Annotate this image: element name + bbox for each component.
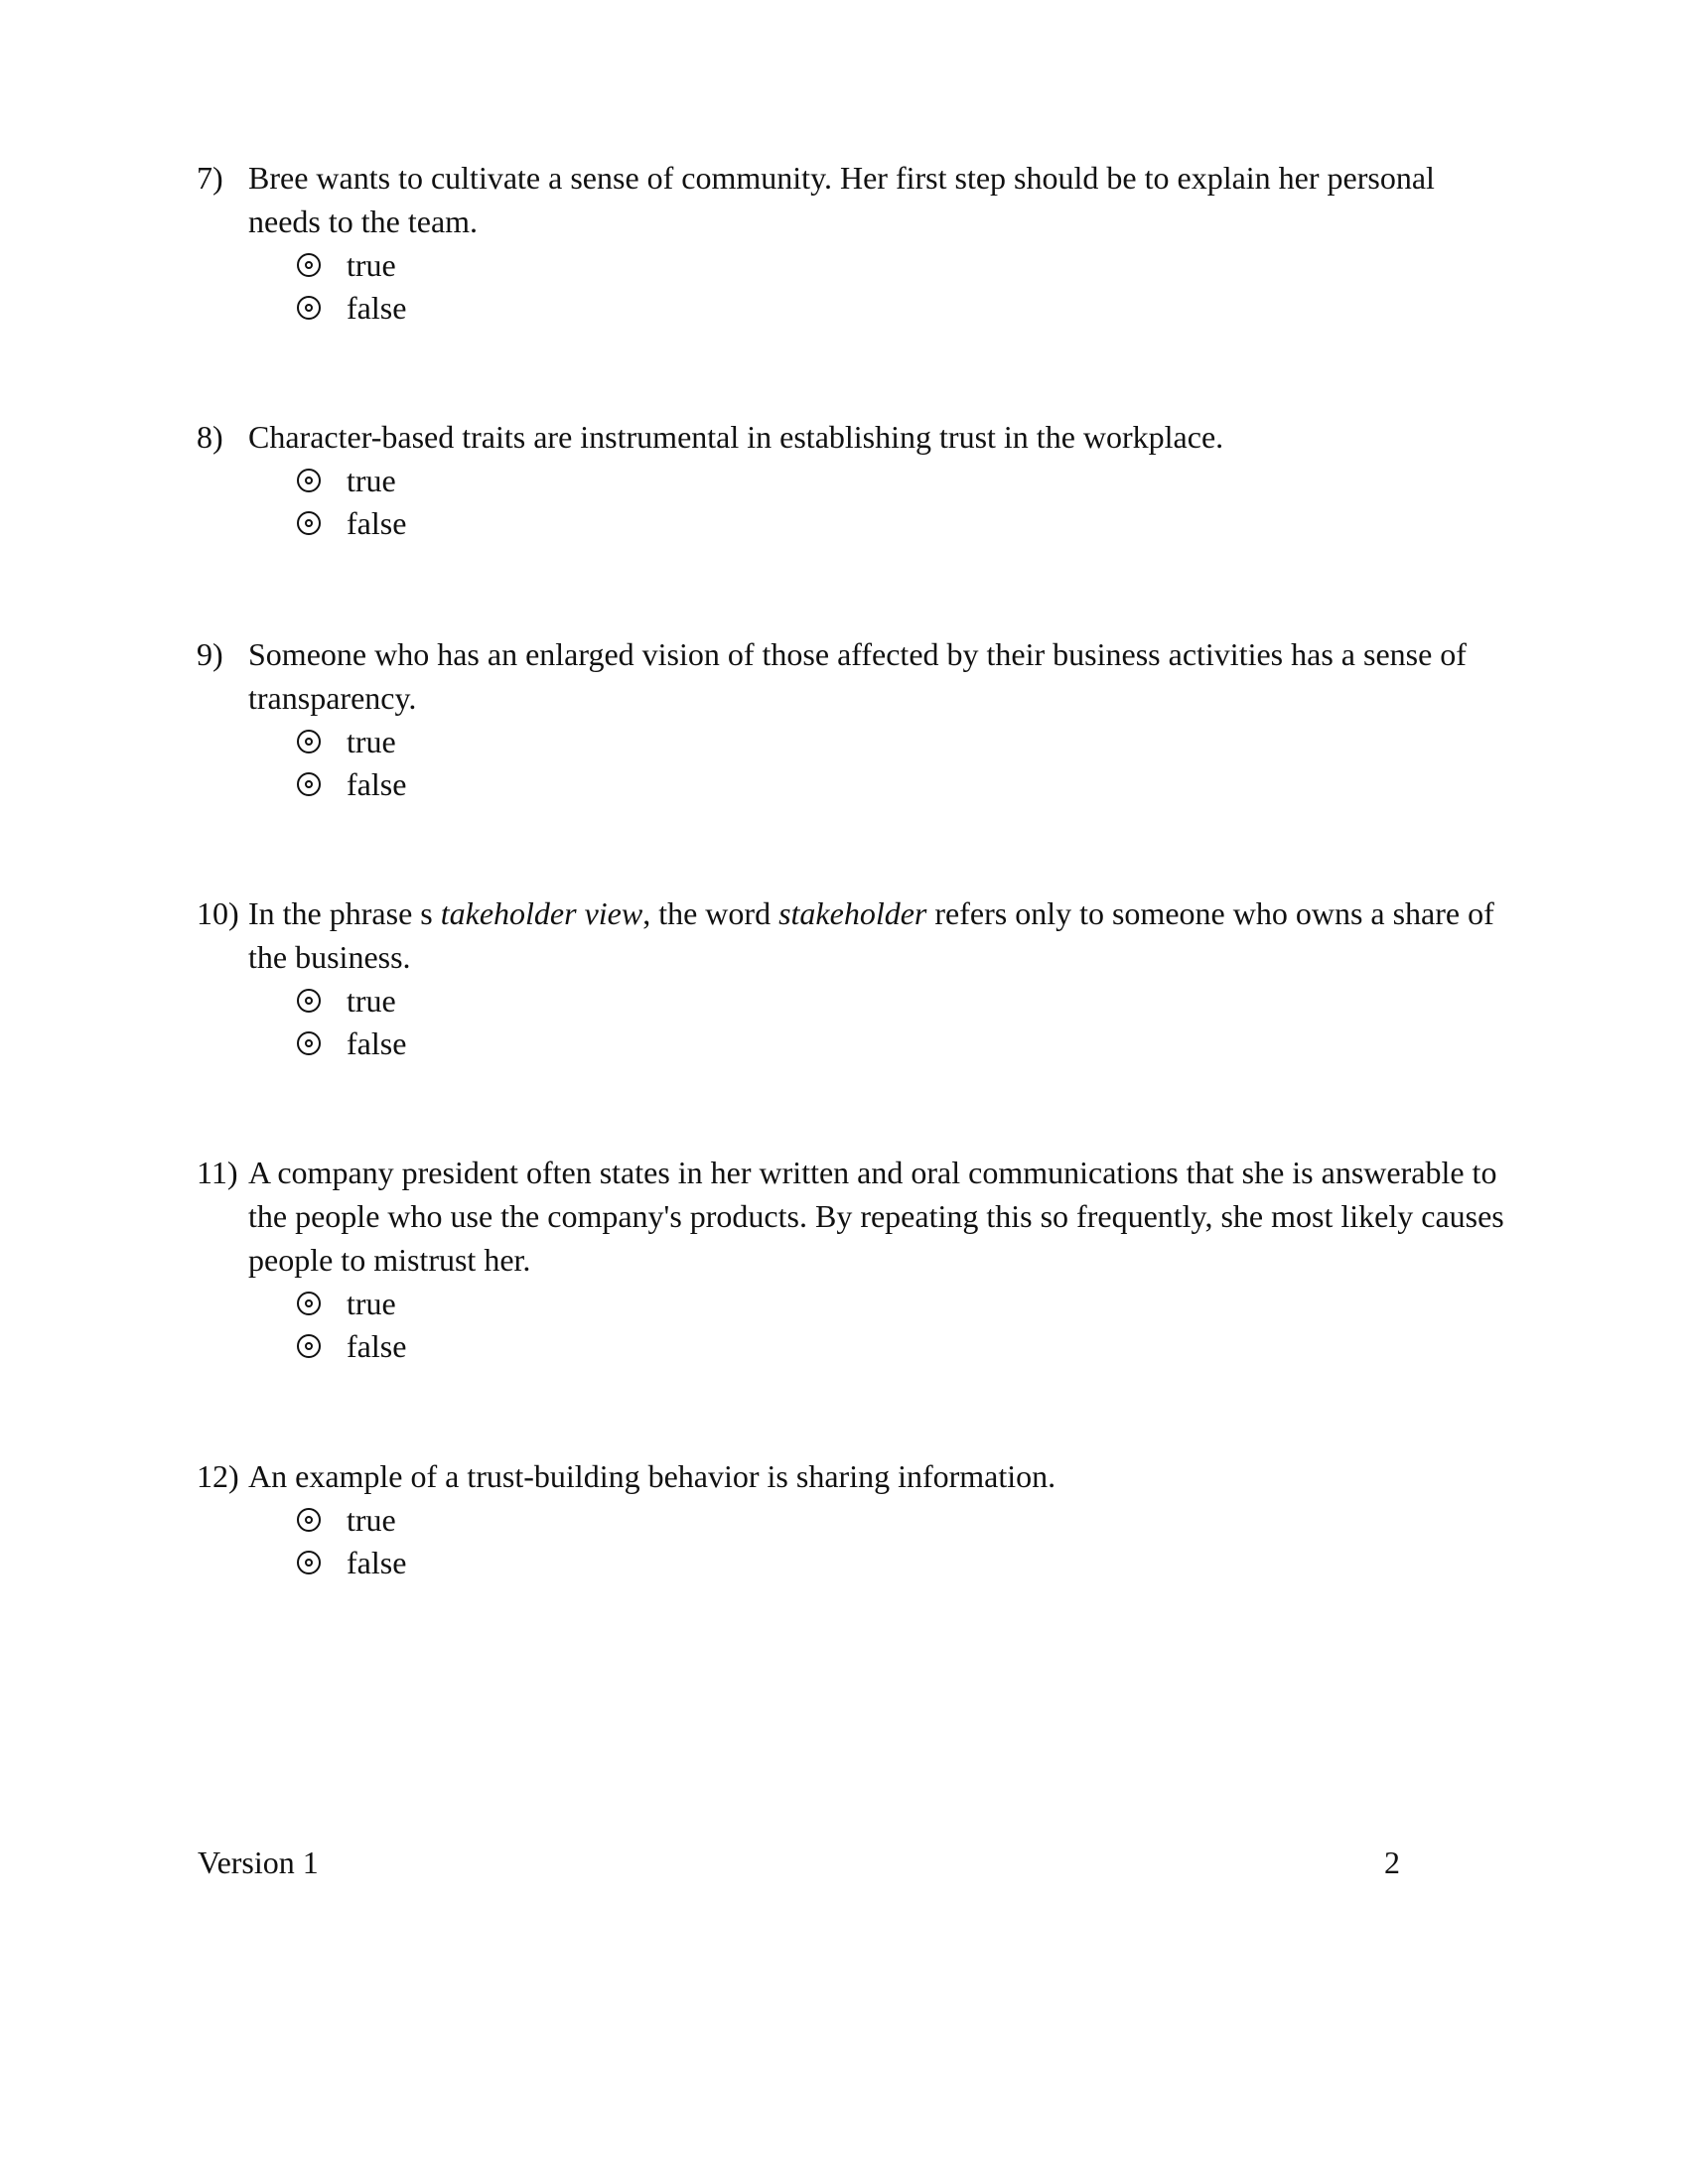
question-11 xyxy=(197,1151,1507,1367)
question-10 xyxy=(197,891,1507,1064)
question-text: Someone who has an enlarged vision of those affected by their business activities has a sense of transparency. xyxy=(248,636,1467,716)
option-label: false xyxy=(347,504,407,541)
option-true[interactable] xyxy=(297,720,1507,762)
question-text: A company president often states in her written and oral communications that she is answerable to the people who use the company's products. By repeating this so frequently, she most likely causes people to mistrust her. xyxy=(248,1155,1504,1278)
radio-button-icon[interactable] xyxy=(297,730,321,753)
answer-options xyxy=(297,1498,1507,1583)
question-text-part: refers only to someone who owns a share of the business. xyxy=(248,895,1494,975)
radio-button-icon[interactable] xyxy=(297,989,321,1013)
option-false[interactable] xyxy=(297,762,1507,805)
question-number: 12) xyxy=(197,1458,239,1494)
option-false[interactable] xyxy=(297,286,1507,329)
option-true[interactable] xyxy=(297,243,1507,286)
question-number: 11) xyxy=(197,1155,238,1190)
question-number: 9) xyxy=(197,636,223,672)
question-text: An example of a trust-building behavior is sharing information. xyxy=(248,1458,1056,1494)
option-false[interactable] xyxy=(297,1324,1507,1367)
question-9 xyxy=(197,632,1507,805)
question-number: 8) xyxy=(197,419,223,455)
option-false[interactable] xyxy=(297,1022,1507,1064)
option-false[interactable] xyxy=(297,1541,1507,1583)
option-label: true xyxy=(347,462,396,498)
question-text: Bree wants to cultivate a sense of community. Her first step should be to explain her personal needs to the team. xyxy=(248,160,1435,239)
radio-button-icon[interactable] xyxy=(297,772,321,796)
option-true[interactable] xyxy=(297,979,1507,1022)
radio-button-icon[interactable] xyxy=(297,1334,321,1358)
question-number: 7) xyxy=(197,160,223,196)
footer-page-number: 2 xyxy=(1384,1844,1400,1880)
question-text: Character-based traits are instrumental in establishing trust in the workplace. xyxy=(248,419,1224,455)
radio-button-icon[interactable] xyxy=(297,253,321,277)
question-12 xyxy=(197,1454,1507,1583)
option-true[interactable] xyxy=(297,1282,1507,1324)
option-label: false xyxy=(347,765,407,802)
question-text-emphasis: takeholder view xyxy=(440,895,643,931)
answer-options xyxy=(297,243,1507,329)
question-number: 10) xyxy=(197,895,239,931)
radio-button-icon[interactable] xyxy=(297,511,321,535)
option-label: true xyxy=(347,982,396,1019)
question-text-emphasis: stakeholder xyxy=(778,895,927,931)
option-true[interactable] xyxy=(297,1498,1507,1541)
radio-button-icon[interactable] xyxy=(297,1292,321,1315)
radio-button-icon[interactable] xyxy=(297,469,321,492)
option-label: true xyxy=(347,1501,396,1538)
radio-button-icon[interactable] xyxy=(297,1031,321,1055)
answer-options xyxy=(297,720,1507,805)
question-text-part: In the phrase s xyxy=(248,895,441,931)
option-false[interactable] xyxy=(297,501,1507,544)
option-label: true xyxy=(347,1285,396,1321)
option-label: false xyxy=(347,289,407,326)
question-text-part: , the word xyxy=(642,895,779,931)
option-label: true xyxy=(347,246,396,283)
answer-options xyxy=(297,979,1507,1064)
answer-options xyxy=(297,459,1507,544)
question-7 xyxy=(197,156,1507,329)
option-label: true xyxy=(347,723,396,759)
answer-options xyxy=(297,1282,1507,1367)
question-8 xyxy=(197,415,1507,544)
option-label: false xyxy=(347,1024,407,1061)
footer-version: Version 1 xyxy=(198,1844,319,1880)
question-text xyxy=(248,891,1507,979)
option-label: false xyxy=(347,1544,407,1580)
radio-button-icon[interactable] xyxy=(297,1551,321,1574)
option-label: false xyxy=(347,1327,407,1364)
radio-button-icon[interactable] xyxy=(297,296,321,320)
radio-button-icon[interactable] xyxy=(297,1508,321,1532)
option-true[interactable] xyxy=(297,459,1507,501)
